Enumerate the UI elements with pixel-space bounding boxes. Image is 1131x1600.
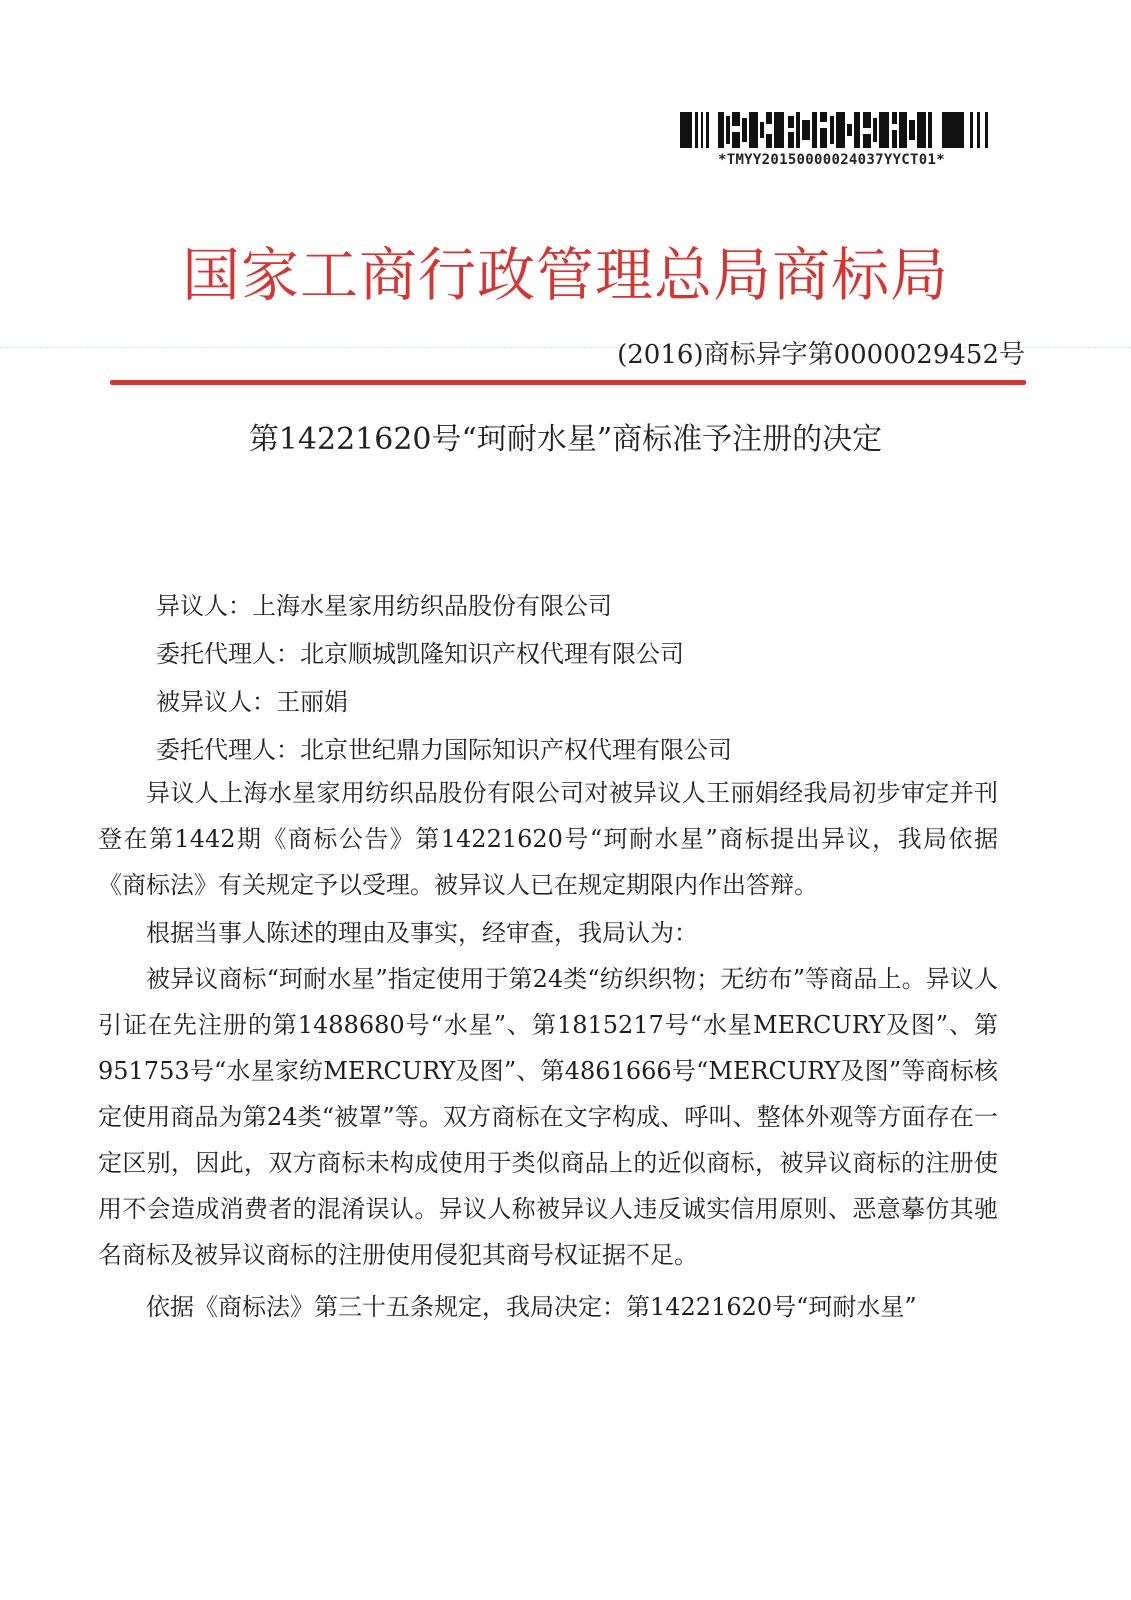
- document-title: 第14221620号“珂耐水星”商标准予注册的决定: [248, 422, 883, 457]
- paragraph-decision: 依据《商标法》第三十五条规定，我局决定：第14221620号“珂耐水星”: [146, 1293, 917, 1321]
- barcode-image: [680, 112, 998, 148]
- party-label: 被异议人：: [156, 688, 276, 716]
- paragraph-examination: 根据当事人陈述的理由及事实，经审查，我局认为：: [146, 919, 698, 947]
- paragraph-background: 异议人上海水星家用纺织品股份有限公司对被异议人王丽娟经我局初步审定并刊登在第1442期《商标公告》第14221620号“珂耐水星”商标提出异议，我局依据《商标法》有关规定予以受理。被异议人已在规定期限内作出答辩。: [98, 779, 998, 899]
- party-opponent-agent: [156, 630, 732, 678]
- decision-body: [98, 770, 998, 1330]
- barcode-code: *TMYY20150000024037YYCT01*: [718, 152, 945, 168]
- party-value: 上海水星家用纺织品股份有限公司: [252, 592, 612, 620]
- red-divider: [110, 380, 1026, 385]
- parties-list: [156, 582, 732, 774]
- issuer-title: 国家工商行政管理总局商标局: [181, 241, 949, 309]
- party-value: 北京世纪鼎力国际知识产权代理有限公司: [300, 736, 732, 764]
- party-label: 委托代理人：: [156, 640, 300, 668]
- party-value: 王丽娟: [276, 688, 348, 716]
- document-number: (2016)商标异字第0000029452号: [617, 340, 1025, 370]
- party-label: 委托代理人：: [156, 736, 300, 764]
- party-label: 异议人：: [156, 592, 252, 620]
- party-respondent-agent: [156, 726, 732, 774]
- paragraph-findings: 被异议商标“珂耐水星”指定使用于第24类“纺织织物；无纺布”等商品上。异议人引证在先注册的第1488680号“水星”、第1815217号“水星MERCURY及图”、第951753号“水星家纺MERCURY及图”、第4861666号“MERCURY及图”等商标核定使用商品为第24类“被罩”等。双方商标在文字构成、呼叫、整体外观等方面存在一定区别，因此，双方商标未构成使用于类似商品上的近似商标，被异议商标的注册使用不会造成消费者的混淆误认。异议人称被异议人违反诚实信用原则、恶意摹仿其驰名商标及被异议商标的注册使用侵犯其商号权证据不足。: [98, 965, 998, 1269]
- party-respondent: [156, 678, 732, 726]
- party-opponent: [156, 582, 732, 630]
- party-value: 北京顺城凯隆知识产权代理有限公司: [300, 640, 684, 668]
